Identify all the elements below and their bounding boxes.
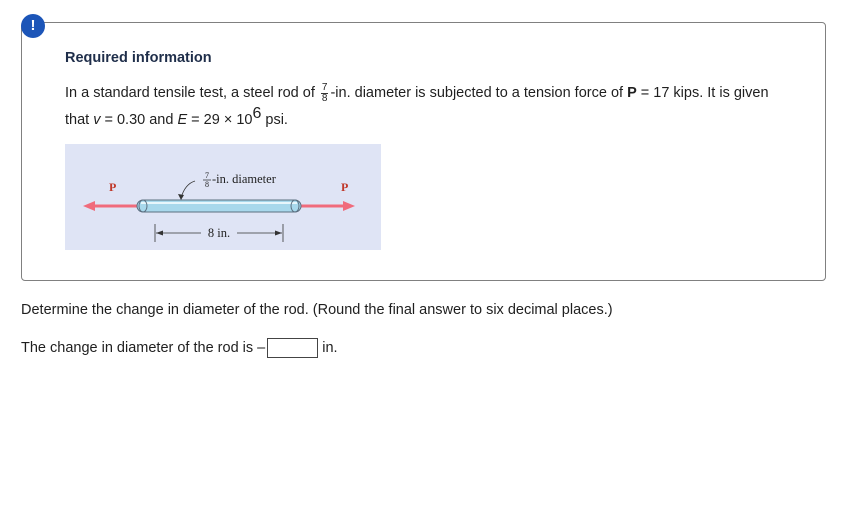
problem-text-1: In a standard tensile test, a steel rod of [65,85,315,101]
length-label: 8 in. [207,226,231,240]
steel-rod [137,200,301,212]
problem-text-3: = 17 kips. It is given that [65,85,769,128]
left-arrowhead [83,201,95,211]
diameter-label: -in. diameter [212,172,276,186]
poisson-symbol: v [93,112,101,128]
section-title: Required information [65,50,212,66]
answer-prefix: The change in diameter of the rod is [21,340,254,356]
length-arrowhead-left [156,231,163,236]
force-symbol: P [627,85,637,101]
length-arrowhead-right [275,231,282,236]
left-force-label: P [109,180,117,194]
diameter-leader-arrowhead [178,194,184,200]
problem-text-5: = 29 × 10 [187,112,253,128]
problem-text-6: psi. [261,112,288,128]
diameter-fraction-numerator: 7 [205,171,209,180]
rod-diagram [65,144,381,250]
question-text: Determine the change in diameter of the rod. (Round the final answer to six decimal places.) [21,302,613,318]
diameter-fraction-denominator: 8 [205,180,209,189]
fraction-denominator: 8 [321,92,328,104]
problem-statement [65,80,795,134]
answer-sign: – [257,340,266,356]
answer-input[interactable] [267,338,318,358]
answer-unit: in. [322,340,338,356]
right-arrowhead [343,201,355,211]
problem-text-4: = 0.30 and [100,112,174,128]
diameter-fraction [321,83,329,104]
answer-row [21,338,338,358]
rod-figure [65,144,381,250]
fraction-numerator: 7 [321,81,328,93]
alert-icon: ! [21,14,45,38]
required-information-card [21,22,826,281]
problem-text-2: -in. diameter is subjected to a tension force of [330,85,624,101]
right-force-label: P [341,180,349,194]
modulus-symbol: E [177,112,188,128]
exponent: 6 [252,105,262,122]
